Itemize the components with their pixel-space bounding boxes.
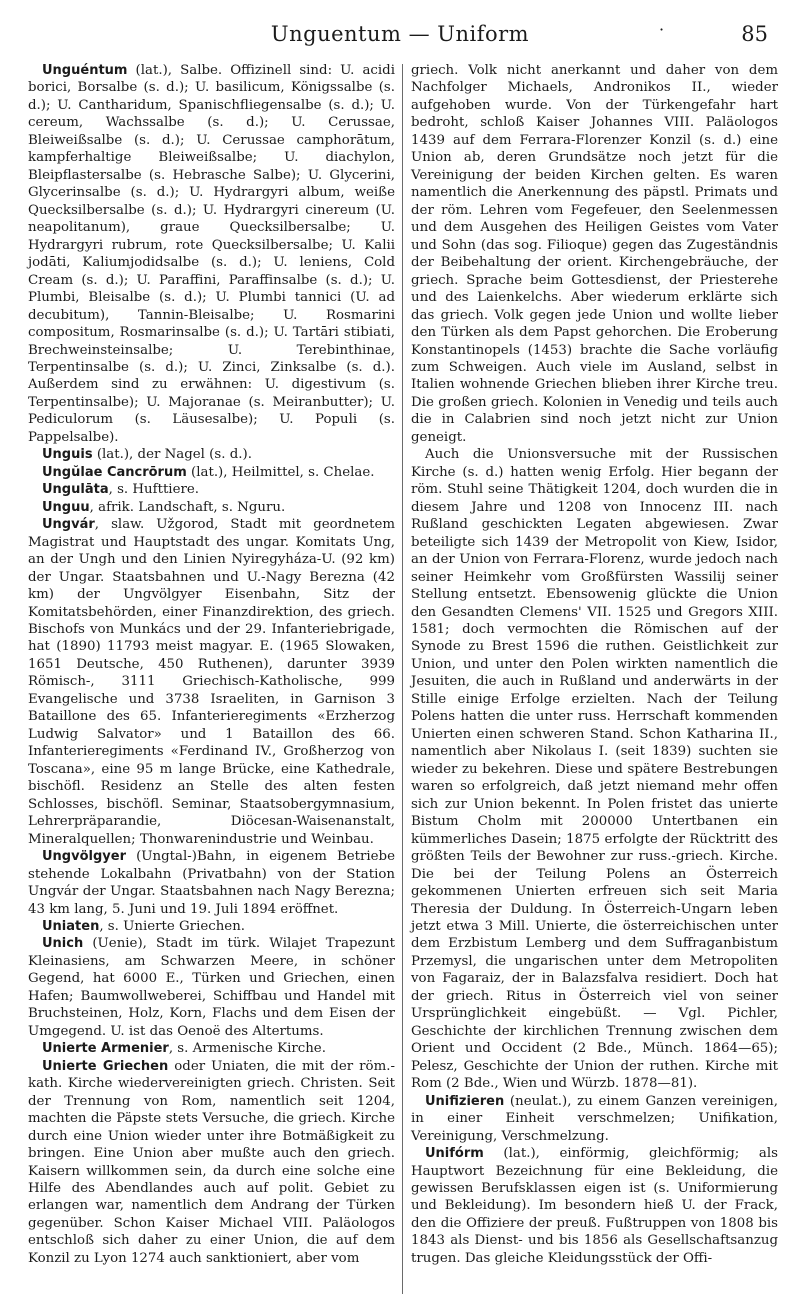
dictionary-entry	[28, 62, 395, 446]
entry-text: (Ungtal-)Bahn, in eigenem Betriebe stehende Lokalbahn (Privatbahn) von der Station Ungvár der Ungar. Staatsbahnen nach Nagy Berezna; 43 km lang, 5. Juni und 19. Juli 1894 eröffnet.	[28, 849, 395, 917]
entry-text: , s. Hufttiere.	[108, 482, 199, 498]
dictionary-entry	[28, 464, 395, 481]
running-head-dot: ·	[659, 20, 665, 39]
dictionary-entry	[411, 446, 778, 1092]
dictionary-entry	[411, 1145, 778, 1267]
dictionary-entry	[411, 1093, 778, 1145]
entry-headword: Ungulāta	[42, 482, 109, 498]
entry-headword: Uniaten	[42, 918, 100, 934]
dictionary-entry	[28, 1040, 395, 1057]
entry-text: , s. Unierte Griechen.	[99, 918, 246, 934]
entry-headword: Unich	[42, 936, 84, 952]
entry-text: (Uenie), Stadt im türk. Wilajet Trapezunt Kleinasiens, am Schwarzen Meere, in schöner Gegend, hat 6000 E., Türken und Griechen, einen Hafen; Baumwollweberei, Schiffbau und Handel mit Bruchsteinen, Holz, Korn, Flachs und dem Eisen der Umgegend. U. ist das Oenoë des Altertums.	[28, 936, 395, 1039]
entry-text: oder Uniaten, die mit der röm.-kath. Kirche wiedervereinigten griech. Christen. Seit der Trennung von Rom, namentlich seit 1204, machten die Päpste stets Versuche, die griech. Kirche durch eine Union wieder unter ihre Botmäßigkeit zu bringen. Eine Union aber mußte auch den griech. Kaisern willkommen sein, da durch eine solche eine Hilfe des Abendlandes auch auf polit. Gebiet zu erlangen war, namentlich dem Andrang der Türken gegenüber. Schon Kaiser Michael VIII. Paläologos entschloß sich daher zu einer Union, die auf dem Konzil zu Lyon 1274 auch sanktioniert, aber vom	[28, 1058, 395, 1266]
entry-headword: Unierte Griechen	[42, 1058, 169, 1074]
entry-headword: Unifórm	[425, 1146, 484, 1162]
entry-headword: Unguu	[42, 499, 90, 515]
entry-text: , slaw. Užgorod, Stadt mit geordnetem Magistrat und Hauptstadt des ungar. Komitats Ung, an der Ungh und den Linien Nyiregyháza-U. (92 km) der Ungar. Staatsbahnen und U.-Nagy Berezna (42 km) der Ungvölgyer Eisenbahn, Sitz der Komitatsbehörden, einer Finanzdirektion, des griech. Bischofs von Munkács und der 29. Infanteriebrigade, hat (1890) 11793 meist magyar. E. (1965 Slowaken, 1651 Deutsche, 450 Ruthenen), darunter 3939 Römisch-, 3111 Griechisch-Katholische, 999 Evangelische und 3738 Israeliten, in Garnison 3 Bataillone des 65. Infanterieregiments «Erzherzog Ludwig Salvator» und 1 Bataillon des 66. Infanterieregiments «Ferdinand IV., Großherzog von Toscana», eine 95 m lange Brücke, eine Kathedrale, bischöfl. Residenz an Stelle des alten festen Schlosses, bischöfl. Seminar, Staatsobergymnasium, Lehrerpräparandie, Diöcesan-Waisenanstalt, Mineralquellen; Thonwarenindustrie und Weinbau.	[28, 517, 395, 847]
dictionary-entry	[28, 848, 395, 918]
running-head: Unguentum — Uniform	[270, 22, 530, 46]
dictionary-entry	[411, 62, 778, 446]
entry-text: (lat.), einförmig, gleichförmig; als Hauptwort Bezeichnung für eine Bekleidung, die gewissen Berufsklassen eigen ist (s. Uniformierung und Bekleidung). Im besondern hieß U. der Frack, den die Offiziere der preuß. Fußtruppen von 1808 bis 1843 als Dienst- und bis 1856 als Gesellschaftsanzug trugen. Das gleiche Kleidungsstück der Offi-	[411, 1146, 778, 1266]
left-column	[28, 62, 395, 1267]
entry-headword: Ungŭlae Cancrōrum	[42, 464, 187, 480]
dictionary-entry	[28, 446, 395, 463]
column-divider	[402, 64, 403, 1294]
dictionary-entry	[28, 1058, 395, 1268]
entry-text: (lat.), der Nagel (s. d.).	[92, 447, 252, 463]
entry-headword: Unierte Armenier	[42, 1041, 169, 1057]
entry-headword: Ungvár	[42, 517, 95, 533]
entry-headword: Unguis	[42, 447, 93, 463]
entry-text: Auch die Unionsversuche mit der Russischen Kirche (s. d.) hatten wenig Erfolg. Hier begann der röm. Stuhl seine Thätigkeit 1204, doch wurden die in diesem Jahre und 1208 von Innocenz III. nach Rußland geschickten Legaten abgewiesen. Zwar beteiligte sich 1439 der Metropolit von Kiew, Isidor, an der Union von Ferrara-Florenz, wurde jedoch nach seiner Heimkehr vom Großfürsten Wassilij seiner Stellung entsetzt. Ebensowenig glückte die Union den Gesandten Clemens' VII. 1525 und Gregors XIII. 1581; doch vermochten die Römischen auf der Synode zu Brest 1596 die ruthen. Geistlichkeit zur Union, und unter den Polen wirkten namentlich die Jesuiten, die auch in Rußland und anderwärts in der Stille einige Erfolge erzielten. Nach der Teilung Polens hatten die unter russ. Herrschaft kommenden Unierten einen schweren Stand. Schon Katharina II., namentlich aber Nikolaus I. (seit 1839) suchten sie wieder zu bekehren. Diese und spätere Bestrebungen waren so erfolgreich, daß jetzt niemand mehr offen sich zur Union bekennt. In Polen fristet das unierte Bistum Cholm mit 200000 Untertbanen ein kümmerliches Dasein; 1875 erfolgte der Rücktritt des größten Teils der Bewohner zur russ.-griech. Kirche. Die bei der Teilung Polens an Österreich gekommenen Unierten erfreuen sich seit Maria Theresia der Duldung. In Österreich-Ungarn leben jetzt etwa 3 Mill. Unierte, die österreichischen unter dem Erzbistum Lemberg und dem Suffraganbistum Przemysl, die ungarischen unter dem Metropoliten von Fagaraiz, der in Balazsfalva residiert. Doch hat der griech. Ritus in Österreich viel von seiner Ursprünglichkeit eingebüßt. — Vgl. Pichler, Geschichte der kirchlichen Trennung zwischen dem Orient und Occident (2 Bde., Münch. 1864—65); Pelesz, Geschichte der Union der ruthen. Kirche mit Rom (2 Bde., Wien und Würzb. 1878—81).	[411, 447, 778, 1092]
dictionary-entry	[28, 481, 395, 498]
right-column	[411, 62, 778, 1267]
entry-headword: Unguéntum	[42, 63, 128, 78]
dictionary-entry	[28, 516, 395, 848]
entry-text: , s. Armenische Kirche.	[168, 1041, 326, 1057]
entry-headword: Ungvölgyer	[42, 849, 126, 865]
entry-text: (lat.), Salbe. Offizinell sind: U. acidi borici, Borsalbe (s. d.); U. basilicum, Königssalbe (s. d.); U. Cantharidum, Spanischfliegensalbe (s. d.); U. cereum, Wachssalbe (s. d.); U. Cerussae, Bleiweißsalbe (s. d.); U. Cerussae camphorātum, kampferhaltige Bleiweißsalbe; U. diachylon, Bleipflastersalbe (s. Hebrasche Salbe); U. Glycerini, Glycerinsalbe (s. d.); U. Hydrargyri album, weiße Quecksilbersalbe (s. d.); U. Hydrargyri cinereum (U. neapolitanum), graue Quecksilbersalbe; U. Hydrargyri rubrum, rote Quecksilbersalbe; U. Kalii jodāti, Kaliumjodidsalbe (s. d.); U. leniens, Cold Cream (s. d.); U. Paraffini, Paraffinsalbe (s. d.); U. Plumbi, Bleisalbe (s. d.); U. Plumbi tannici (U. ad decubitum), Tannin-Bleisalbe; U. Rosmarini compositum, Rosmarinsalbe (s. d.); U. Tartāri stibiati, Brechweinsteinsalbe; U. Terebinthinae, Terpentinsalbe (s. d.); U. Zinci, Zinksalbe (s. d.). Außerdem sind zu erwähnen: U. digestivum (s. Terpentinsalbe); U. Majoranae (s. Meiranbutter); U. Pediculorum (s. Läusesalbe); U. Populi (s. Pappelsalbe).	[28, 63, 395, 445]
entry-text: griech. Volk nicht anerkannt und daher von dem Nachfolger Michaels, Andronikos II., wieder aufgehoben wurde. Von der Türkengefahr hart bedroht, schloß Kaiser Johannes VIII. Paläologos 1439 auf dem Ferrara-Florenzer Konzil (s. d.) eine Union ab, deren Grundsätze noch jetzt für die Vereinigung der beiden Kirchen gelten. Es waren namentlich die Anerkennung des päpstl. Primats und der röm. Lehren vom Fegefeuer, den Seelenmessen und dem Ausgehen des Heiligen Geistes vom Vater und Sohn (das sog. Filioque) gegen das Zugeständnis der Beibehaltung der orient. Kirchengebräuche, der griech. Sprache beim Gottesdienst, der Priesterehe und des Laienkelchs. Aber wiederum erklärte sich das griech. Volk gegen jede Union und wollte lieber den Türken als dem Papst gehorchen. Die Eroberung Konstantinopels (1453) brachte die Sache vorläufig zum Schweigen. Auch viele im Ausland, selbst in Italien wohnende Griechen blieben ihrer Kirche treu. Die großen griech. Kolonien in Venedig und teils auch die in Calabrien sind noch jetzt nicht zur Union geneigt.	[411, 63, 778, 445]
entry-headword: Unifizieren	[425, 1093, 505, 1109]
page-header	[26, 22, 774, 52]
entry-text: (neulat.), zu einem Ganzen vereinigen, in einer Einheit verschmelzen; Unifikation, Vereinigung, Verschmelzung.	[411, 1093, 778, 1144]
entry-text: , afrik. Landschaft, s. Nguru.	[89, 499, 286, 515]
entry-text: (lat.), Heilmittel, s. Chelae.	[186, 464, 375, 480]
dictionary-entry	[28, 499, 395, 516]
dictionary-entry	[28, 918, 395, 935]
dictionary-entry	[28, 935, 395, 1040]
page-number: 85	[741, 22, 768, 46]
